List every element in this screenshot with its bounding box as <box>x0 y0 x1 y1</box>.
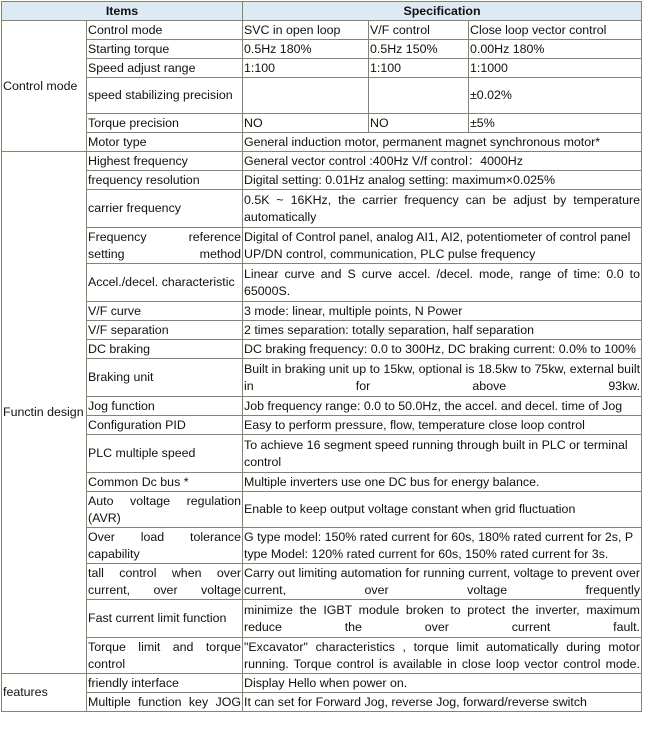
group-function-design: Functin design <box>2 152 87 674</box>
item-cell: Auto voltage regulation (AVR) <box>87 492 243 528</box>
table-row <box>2 492 642 528</box>
specification-table <box>1 1 642 712</box>
item-cell: Accel./decel. characteristic <box>87 264 243 302</box>
item-cell: friendly interface <box>87 674 243 693</box>
spec-cell: "Excavator" characteristics , torque limit automatically during motor running. Torque control is available in close loop vector control mode. <box>243 638 642 674</box>
item-cell: tall control when over current, over voltage <box>87 564 243 600</box>
spec-cell: Enable to keep output voltage constant when grid fluctuation <box>243 492 642 528</box>
item-cell: Control mode <box>87 21 243 40</box>
spec-cell: To achieve 16 segment speed running through built in PLC or terminal control <box>243 435 642 473</box>
spec-cell: General vector control :400Hz V/f control：4000Hz <box>243 152 642 171</box>
table-row <box>2 264 642 302</box>
table-row <box>2 473 642 492</box>
table-row <box>2 416 642 435</box>
table-row <box>2 693 642 712</box>
item-cell: PLC multiple speed <box>87 435 243 473</box>
vf-cell: 1:100 <box>369 59 469 78</box>
item-cell: Over load tolerance capability <box>87 528 243 564</box>
spec-cell: Carry out limiting automation for running current, voltage to prevent over current, over voltage frequently <box>243 564 642 600</box>
item-cell: carrier frequency <box>87 190 243 228</box>
table-row <box>2 190 642 228</box>
item-cell: frequency resolution <box>87 171 243 190</box>
item-cell: V/F curve <box>87 302 243 321</box>
table-row <box>2 528 642 564</box>
table-row <box>2 600 642 638</box>
spec-cell: Built in braking unit up to 15kw, optional is 18.5kw to 75kw, external built in for above 93kw. <box>243 359 642 397</box>
table-row <box>2 152 642 171</box>
item-cell: Frequency reference setting method <box>87 228 243 264</box>
spec-cell: 0.5K ~ 16KHz, the carrier frequency can be adjust by temperature automatically <box>243 190 642 228</box>
table-row <box>2 133 642 152</box>
item-cell: Jog function <box>87 397 243 416</box>
table-row <box>2 674 642 693</box>
item-cell: Configuration PID <box>87 416 243 435</box>
spec-cell: 2 times separation: totally separation, half separation <box>243 321 642 340</box>
vf-cell: NO <box>369 114 469 133</box>
item-cell: DC braking <box>87 340 243 359</box>
spec-cell: Linear curve and S curve accel. /decel. mode, range of time: 0.0 to 65000S. <box>243 264 642 302</box>
table-row <box>2 228 642 264</box>
item-cell: Multiple function key JOG <box>87 693 243 712</box>
header-specification: Specification <box>243 2 642 21</box>
table-row <box>2 21 642 40</box>
spec-cell: Easy to perform pressure, flow, temperature close loop control <box>243 416 642 435</box>
item-cell: speed stabilizing precision <box>87 78 243 114</box>
item-cell: Torque precision <box>87 114 243 133</box>
item-cell: V/F separation <box>87 321 243 340</box>
table-row <box>2 638 642 674</box>
vf-cell: V/F control <box>369 21 469 40</box>
clv-cell: Close loop vector control <box>469 21 642 40</box>
svc-cell: NO <box>243 114 369 133</box>
table-row <box>2 59 642 78</box>
table-row <box>2 114 642 133</box>
header-items: Items <box>2 2 243 21</box>
table-header-row <box>2 2 642 21</box>
svc-cell: SVC in open loop <box>243 21 369 40</box>
item-cell: Braking unit <box>87 359 243 397</box>
clv-cell: 0.00Hz 180% <box>469 40 642 59</box>
table-row <box>2 321 642 340</box>
clv-cell: ±0.02% <box>469 78 642 114</box>
item-cell: Speed adjust range <box>87 59 243 78</box>
table-row <box>2 340 642 359</box>
spec-cell: Multiple inverters use one DC bus for energy balance. <box>243 473 642 492</box>
table-row <box>2 359 642 397</box>
table-row <box>2 564 642 600</box>
spec-cell: General induction motor, permanent magnet synchronous motor* <box>243 133 642 152</box>
clv-cell: 1:1000 <box>469 59 642 78</box>
spec-cell: Job frequency range: 0.0 to 50.0Hz, the accel. and decel. time of Jog <box>243 397 642 416</box>
item-cell: Common Dc bus * <box>87 473 243 492</box>
vf-cell: 0.5Hz 150% <box>369 40 469 59</box>
table-row <box>2 78 642 114</box>
spec-cell: 3 mode: linear, multiple points, N Power <box>243 302 642 321</box>
svc-cell: 0.5Hz 180% <box>243 40 369 59</box>
item-cell: Starting torque <box>87 40 243 59</box>
item-cell: Motor type <box>87 133 243 152</box>
spec-cell: Display Hello when power on. <box>243 674 642 693</box>
item-cell: Highest frequency <box>87 152 243 171</box>
spec-cell: It can set for Forward Jog, reverse Jog, forward/reverse switch <box>243 693 642 712</box>
item-cell: Torque limit and torque control <box>87 638 243 674</box>
table-row <box>2 171 642 190</box>
group-features: features <box>2 674 87 712</box>
spec-cell: minimize the IGBT module broken to protect the inverter, maximum reduce the over current fault. <box>243 600 642 638</box>
table-row <box>2 397 642 416</box>
spec-cell: G type model: 150% rated current for 60s, 180% rated current for 2s, P type Model: 120% rated current for 60s, 150% rated current for 3s. <box>243 528 642 564</box>
group-control-mode: Control mode <box>2 21 87 152</box>
table-row <box>2 302 642 321</box>
spec-cell: Digital of Control panel, analog AI1, AI2, potentiometer of control panel UP/DN control, communication, PLC pulse frequency <box>243 228 642 264</box>
clv-cell: ±5% <box>469 114 642 133</box>
svc-cell: 1:100 <box>243 59 369 78</box>
spec-cell: DC braking frequency: 0.0 to 300Hz, DC braking current: 0.0% to 100% <box>243 340 642 359</box>
svc-cell <box>243 78 369 114</box>
table-row <box>2 435 642 473</box>
item-cell: Fast current limit function <box>87 600 243 638</box>
table-row <box>2 40 642 59</box>
vf-cell <box>369 78 469 114</box>
spec-cell: Digital setting: 0.01Hz analog setting: maximum×0.025% <box>243 171 642 190</box>
